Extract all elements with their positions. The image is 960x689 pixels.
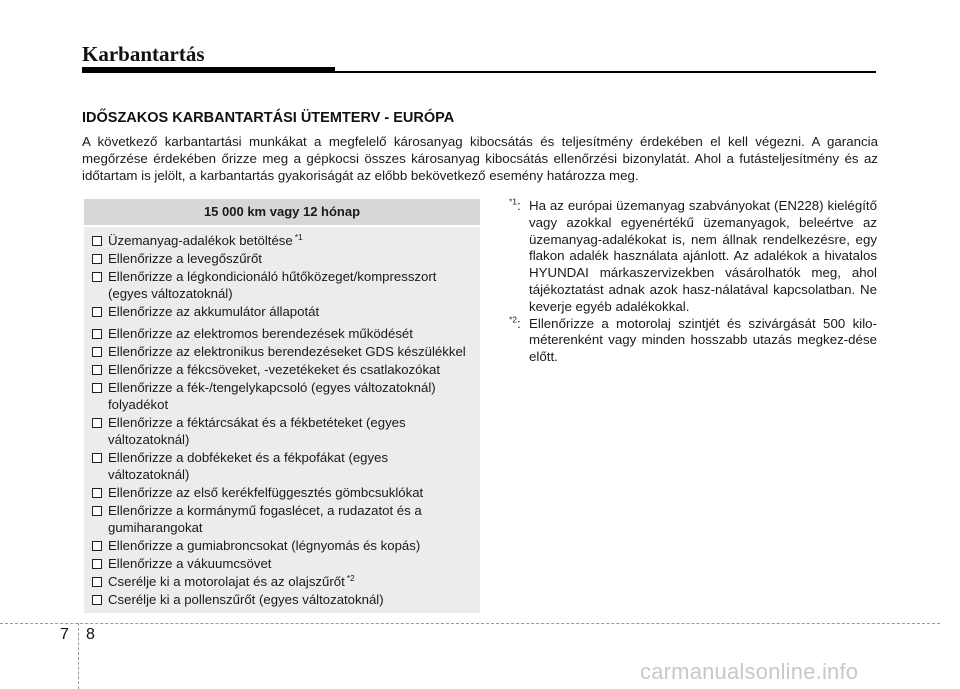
schedule-item: Ellenőrizze a fék-/tengelykapcsoló (egyes változatoknál) folyadékot [92,379,472,413]
chapter-number: 7 [60,626,69,643]
checkbox-icon [92,329,102,339]
footnotes [509,198,877,366]
intro-paragraph: A következő karbantartási munkákat a megfelelő károsanyag kibocsátás és teljesítmény érdekében el kell végezni. A garancia megőrzése érdekében őrizze meg a gépkocsi összes károsanyag kibocsátás ellenőrzési bizonylatát. Ahol a futásteljesítmény és az időtartam is jelölt, a karbantartás gyakoriságát az előbb bekövetkező esemény határozza meg. [82,134,878,183]
schedule-item: Cserélje ki a motorolajat és az olajszűrőt $^{*2}$ [92,573,472,590]
checkbox-icon [92,236,102,246]
footnote-2 [509,316,877,366]
footer-page-divider [78,623,79,689]
schedule-item: Cserélje ki a pollenszűrőt (egyes változatoknál) [92,591,472,608]
checkbox-icon [92,365,102,375]
footnote-mark: $^{*1}$: [509,196,521,213]
schedule-item: Ellenőrizze a fékcsöveket, -vezetékeket és csatlakozókat [92,361,472,378]
checkbox-icon [92,453,102,463]
schedule-item: Ellenőrizze az elektromos berendezések működését [92,325,472,342]
checkbox-icon [92,595,102,605]
maintenance-schedule-box [84,199,480,613]
checkbox-icon [92,418,102,428]
checkbox-icon [92,577,102,587]
schedule-item: Ellenőrizze a gumiabroncsokat (légnyomás és kopás) [92,537,472,554]
page-header-title: Karbantartás [82,42,205,66]
footnote-mark: $^{*2}$: [509,314,521,331]
checkbox-icon [92,506,102,516]
footer-divider [0,623,940,624]
checkbox-icon [92,307,102,317]
schedule-item: Üzemanyag-adalékok betöltése $^{*1}$ [92,232,472,249]
schedule-item: Ellenőrizze a kormánymű fogaslécet, a rudazatot és a gumiharangokat [92,502,472,536]
schedule-item: Ellenőrizze a dobfékeket és a fékpofákat (egyes változatoknál) [92,449,472,483]
checkbox-icon [92,488,102,498]
checkbox-icon [92,272,102,282]
section-heading: IDŐSZAKOS KARBANTARTÁSI ÜTEMTERV - EURÓPA [82,110,455,126]
checkbox-icon [92,347,102,357]
checkbox-icon [92,254,102,264]
header-rule-thick [82,67,335,73]
schedule-item: Ellenőrizze a légkondicionáló hűtőközeget/kompresszort (egyes változatoknál) [92,268,472,302]
footnote-1 [509,198,877,316]
schedule-item: Ellenőrizze az első kerékfelfüggesztés gömbcsuklókat [92,484,472,501]
page-number: 8 [86,626,95,643]
schedule-item: Ellenőrizze az elektronikus berendezéseket GDS készülékkel [92,343,472,360]
schedule-item: Ellenőrizze az akkumulátor állapotát [92,303,472,320]
schedule-item: Ellenőrizze a féktárcsákat és a fékbetéteket (egyes változatoknál) [92,414,472,448]
schedule-item: Ellenőrizze a levegőszűrőt [92,250,472,267]
checkbox-icon [92,559,102,569]
footnote-text: Ellenőrizze a motorolaj szintjét és szivárgását 500 kilo-méterenként vagy minden hosszabb utazás megkez-dése előtt. [529,315,877,365]
footnote-text: Ha az európai üzemanyag szabványokat (EN228) kielégítő vagy azokkal egyenértékű üzemanyagok, beleértve az üzemanyag-adalékokat is, nem állnak rendelkezésre, egy flakon adalék használata ajánlott. Az adalékok a hivatalos HYUNDAI márkaszervizekben vásárolhatók meg, ahol tájékoztatást adnak azok hasz-nálatával kapcsolatban. Ne keverje egyéb adalékokkal. [529,198,877,314]
schedule-item-list [84,225,480,608]
schedule-item: Ellenőrizze a vákuumcsövet [92,555,472,572]
schedule-interval-header: 15 000 km vagy 12 hónap [84,199,480,225]
checkbox-icon [92,383,102,393]
header-rule-thin [335,71,876,73]
checkbox-icon [92,541,102,551]
watermark: carmanualsonline.info [640,659,859,684]
